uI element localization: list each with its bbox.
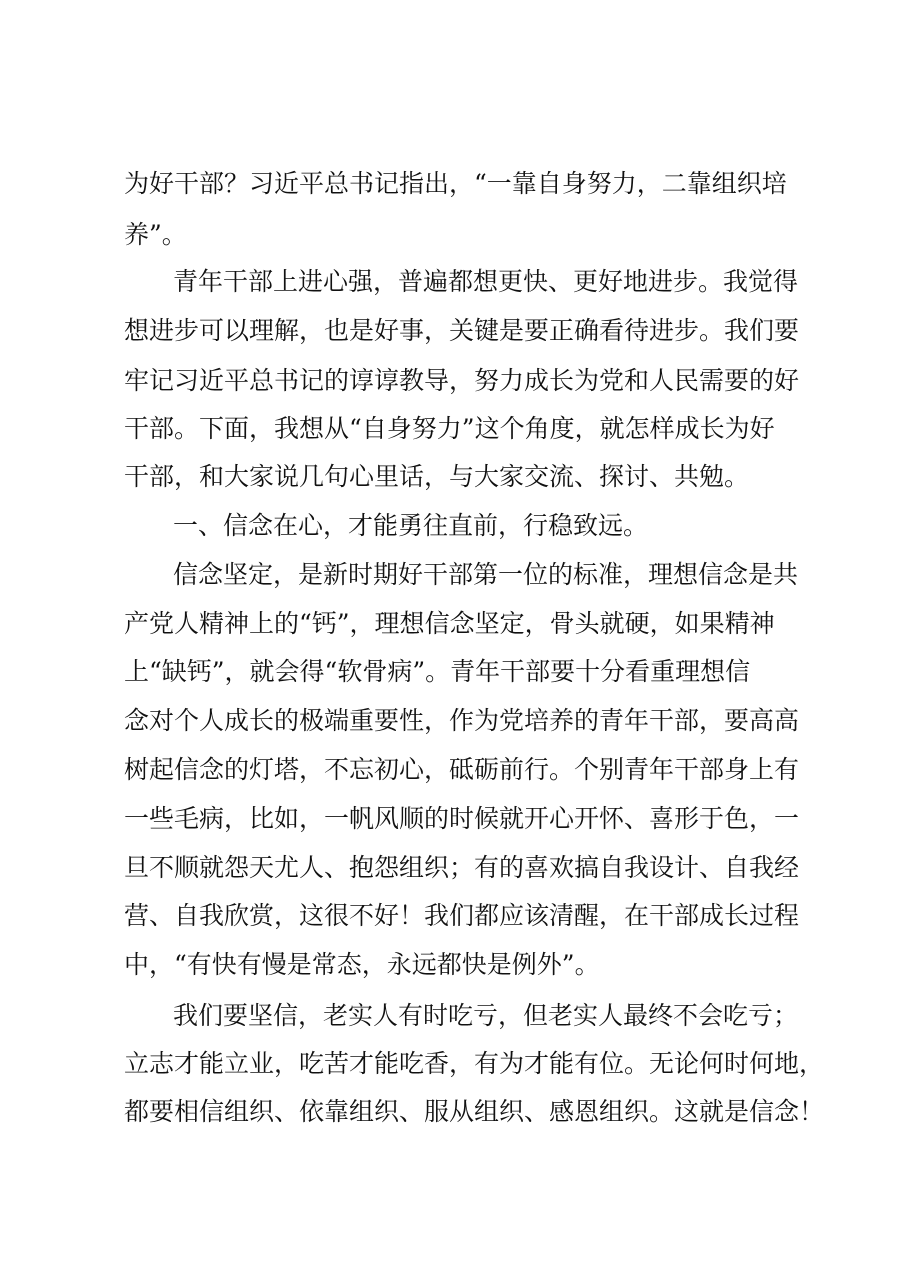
text-line: 念对个人成长的极端重要性，作为党培养的青年干部，要高高 <box>124 706 800 735</box>
text-line: 青年干部上进心强，普遍都想更快、更好地进步。我觉得 <box>173 267 799 296</box>
text-line: 干部，和大家说几句心里话，与大家交流、探讨、共勉。 <box>124 462 750 491</box>
text-line: 产党人精神上的“钙”，理想信念坚定，骨头就硬，如果精神 <box>124 609 775 638</box>
text-line: 立志才能立业，吃苦才能吃香，有为才能有位。无论何时何地， <box>124 1049 825 1078</box>
text-line: 都要相信组织、依靠组织、服从组织、感恩组织。这就是信念！ <box>124 1097 825 1126</box>
text-line: 为好干部？习近平总书记指出，“一靠自身努力，二靠组织培 <box>124 169 787 198</box>
text-line: 一些毛病，比如，一帆风顺的时候就开心开怀、喜形于色，一 <box>124 804 800 833</box>
text-line: 我们要坚信，老实人有时吃亏，但老实人最终不会吃亏； <box>173 1001 799 1030</box>
text-line: 营、自我欣赏，这很不好！我们都应该清醒，在干部成长过程 <box>124 901 800 930</box>
text-line: 中，“有快有慢是常态，永远都快是例外”。 <box>124 950 600 979</box>
text-line: 树起信念的灯塔，不忘初心，砥砺前行。个别青年干部身上有 <box>124 755 800 784</box>
text-line: 牢记习近平总书记的谆谆教导，努力成长为党和人民需要的好 <box>124 366 800 395</box>
text-line: 干部。下面，我想从“自身努力”这个角度，就怎样成长为好 <box>124 414 775 443</box>
section-heading: 一、信念在心，才能勇往直前，行稳致远。 <box>173 511 649 540</box>
text-line: 想进步可以理解，也是好事，关键是要正确看待进步。我们要 <box>124 316 800 345</box>
text-line: 信念坚定，是新时期好干部第一位的标准，理想信念是共 <box>173 560 799 589</box>
text-line: 上“缺钙”，就会得“软骨病”。青年干部要十分看重理想信 <box>124 657 751 686</box>
text-line: 养”。 <box>124 220 187 249</box>
text-line: 旦不顺就怨天尤人、抱怨组织；有的喜欢搞自我设计、自我经 <box>124 853 800 882</box>
